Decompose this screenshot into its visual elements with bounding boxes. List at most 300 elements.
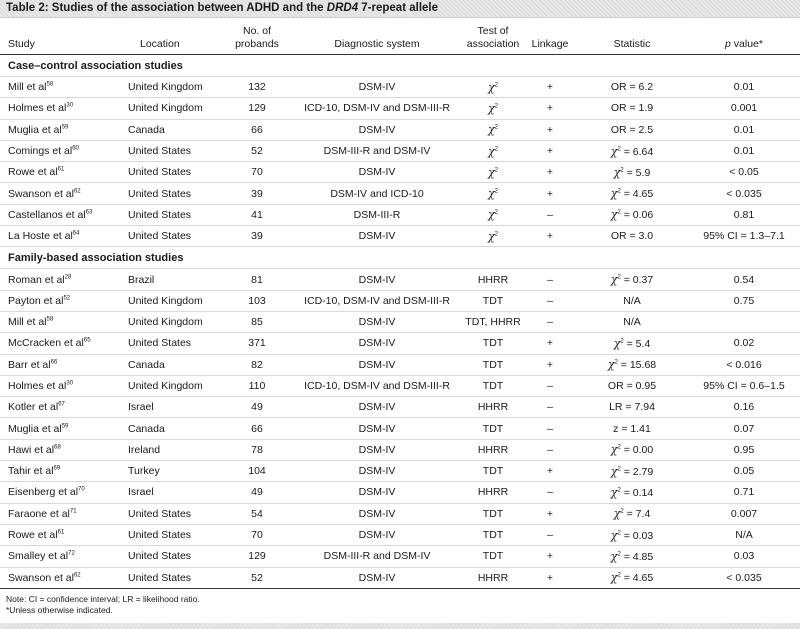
stat-value: = 7.4 xyxy=(623,508,651,521)
cell-linkage: – xyxy=(524,482,576,503)
header-pvalue-rest: value* xyxy=(730,38,763,50)
test-value: χ xyxy=(487,165,495,179)
cell-study xyxy=(0,311,118,332)
cell-diagnostic: DSM-IV xyxy=(292,311,462,332)
cell-location: United States xyxy=(118,524,222,545)
table-row xyxy=(0,461,800,482)
cell-location: United States xyxy=(118,140,222,161)
stat-sup: 2 xyxy=(617,146,621,153)
header-row xyxy=(0,18,800,55)
table-row xyxy=(0,140,800,161)
cell-location: United States xyxy=(118,162,222,183)
cell-probands: 70 xyxy=(222,524,292,545)
table-row xyxy=(0,354,800,375)
stat-chi: χ xyxy=(610,464,618,478)
study-ref: 70 xyxy=(78,486,85,493)
header-linkage: Linkage xyxy=(524,18,576,55)
cell-location: Canada xyxy=(118,119,222,140)
study-ref: 66 xyxy=(50,359,58,366)
cell-pvalue: 0.81 xyxy=(688,204,800,225)
cell-study xyxy=(0,503,118,524)
stat-chi: χ xyxy=(610,443,618,457)
test-value: TDT xyxy=(482,529,504,542)
cell-diagnostic: DSM-IV xyxy=(292,567,462,588)
cell-study xyxy=(0,333,118,354)
stat-chi: χ xyxy=(607,358,615,372)
stat-value: OR = 1.9 xyxy=(610,102,654,115)
study-ref: 62 xyxy=(73,188,81,195)
table-row xyxy=(0,226,800,247)
test-value: TDT xyxy=(482,294,504,307)
stat-chi: χ xyxy=(610,549,618,563)
cell-probands: 66 xyxy=(222,119,292,140)
cell-study xyxy=(0,567,118,588)
table-row xyxy=(0,418,800,439)
stat-sup: 2 xyxy=(614,359,618,366)
cell-linkage: + xyxy=(524,98,576,119)
stat-value: N/A xyxy=(623,316,641,329)
study-author: Mill et al xyxy=(8,81,47,94)
cell-probands: 129 xyxy=(222,546,292,567)
test-value: TDT xyxy=(482,358,504,371)
cell-study xyxy=(0,162,118,183)
cell-diagnostic: DSM-IV xyxy=(292,226,462,247)
stat-value: = 0.03 xyxy=(620,529,654,542)
cell-probands: 49 xyxy=(222,482,292,503)
study-author: Muglia et al xyxy=(8,422,62,435)
stat-value: OR = 2.5 xyxy=(610,123,654,136)
cell-pvalue: < 0.035 xyxy=(688,183,800,204)
cell-test xyxy=(462,77,524,98)
section-title: Family-based association studies xyxy=(0,247,800,269)
header-pvalue-p: p xyxy=(725,38,731,50)
cell-study xyxy=(0,546,118,567)
cell-probands: 52 xyxy=(222,140,292,161)
stat-value: N/A xyxy=(623,294,641,307)
table-row xyxy=(0,269,800,290)
test-value: TDT xyxy=(482,337,504,350)
table-row xyxy=(0,524,800,545)
cell-linkage: + xyxy=(524,77,576,98)
stat-value: OR = 3.0 xyxy=(610,230,654,243)
study-author: Comings et al xyxy=(8,145,73,158)
cell-probands: 41 xyxy=(222,204,292,225)
cell-statistic xyxy=(576,140,688,161)
cell-linkage: – xyxy=(524,524,576,545)
study-ref: 62 xyxy=(73,572,81,579)
cell-test xyxy=(462,290,524,311)
cell-pvalue: 0.01 xyxy=(688,140,800,161)
cell-probands: 66 xyxy=(222,418,292,439)
cell-diagnostic: DSM-IV xyxy=(292,524,462,545)
cell-statistic xyxy=(576,375,688,396)
cell-test xyxy=(462,226,524,247)
cell-linkage: + xyxy=(524,226,576,247)
test-sup: 2 xyxy=(494,124,498,131)
cell-probands: 39 xyxy=(222,226,292,247)
table-row xyxy=(0,567,800,588)
cell-location: United States xyxy=(118,333,222,354)
cell-location: United States xyxy=(118,503,222,524)
cell-diagnostic: DSM-IV xyxy=(292,503,462,524)
cell-diagnostic: DSM-IV xyxy=(292,269,462,290)
study-ref: 30 xyxy=(66,102,74,109)
header-probands-line1: No. of xyxy=(242,25,271,37)
title-text: Table 2: Studies of the association between ADHD and the xyxy=(6,2,327,14)
stat-chi: χ xyxy=(610,571,618,585)
cell-pvalue: 0.02 xyxy=(688,333,800,354)
cell-study xyxy=(0,290,118,311)
test-value: HHRR xyxy=(477,401,509,414)
association-table xyxy=(0,18,800,589)
cell-linkage: + xyxy=(524,354,576,375)
cell-diagnostic: DSM-IV xyxy=(292,439,462,460)
cell-location: Canada xyxy=(118,354,222,375)
header-probands xyxy=(222,18,292,55)
cell-statistic xyxy=(576,546,688,567)
study-ref: 59 xyxy=(61,423,69,430)
test-sup: 2 xyxy=(494,146,498,153)
test-sup: 2 xyxy=(494,103,498,110)
stat-chi: χ xyxy=(613,507,621,521)
cell-probands: 49 xyxy=(222,397,292,418)
cell-diagnostic: DSM-III-R and DSM-IV xyxy=(292,546,462,567)
cell-pvalue: 95% CI = 0.6–1.5 xyxy=(688,375,800,396)
cell-location: United Kingdom xyxy=(118,311,222,332)
header-diagnostic: Diagnostic system xyxy=(292,18,462,55)
cell-probands: 52 xyxy=(222,567,292,588)
cell-pvalue: 0.95 xyxy=(688,439,800,460)
cell-study xyxy=(0,354,118,375)
cell-test xyxy=(462,439,524,460)
test-value: TDT xyxy=(482,550,504,563)
study-ref: 68 xyxy=(54,444,61,451)
cell-study xyxy=(0,98,118,119)
table-row xyxy=(0,503,800,524)
cell-test xyxy=(462,162,524,183)
test-value: HHRR xyxy=(477,571,509,584)
table-row xyxy=(0,375,800,396)
cell-diagnostic: DSM-IV xyxy=(292,162,462,183)
test-value: TDT xyxy=(482,507,504,520)
cell-linkage: – xyxy=(524,311,576,332)
cell-statistic xyxy=(576,418,688,439)
test-value: χ xyxy=(487,123,495,137)
test-sup: 2 xyxy=(494,231,498,238)
cell-test xyxy=(462,333,524,354)
cell-test xyxy=(462,119,524,140)
stat-chi: χ xyxy=(610,273,618,287)
cell-pvalue: 0.07 xyxy=(688,418,800,439)
table-row xyxy=(0,546,800,567)
cell-location: United States xyxy=(118,226,222,247)
cell-location: Turkey xyxy=(118,461,222,482)
cell-location: United Kingdom xyxy=(118,98,222,119)
stat-value: OR = 6.2 xyxy=(610,81,654,94)
test-value: χ xyxy=(487,101,495,115)
table-notes xyxy=(0,589,800,616)
study-ref: 63 xyxy=(85,209,93,216)
cell-diagnostic: ICD-10, DSM-IV and DSM-III-R xyxy=(292,290,462,311)
cell-test xyxy=(462,140,524,161)
cell-diagnostic: DSM-IV xyxy=(292,119,462,140)
cell-diagnostic: DSM-IV xyxy=(292,397,462,418)
cell-study xyxy=(0,226,118,247)
cell-linkage: + xyxy=(524,567,576,588)
stat-chi: χ xyxy=(613,336,621,350)
study-author: Castellanos et al xyxy=(8,208,86,221)
stat-chi: χ xyxy=(610,485,618,499)
study-author: Rowe et al xyxy=(8,529,58,542)
cell-location: Canada xyxy=(118,418,222,439)
stat-sup: 2 xyxy=(617,487,621,494)
stat-sup: 2 xyxy=(617,274,621,281)
table-title xyxy=(0,0,800,18)
study-author: Muglia et al xyxy=(8,123,62,136)
cell-diagnostic: DSM-IV xyxy=(292,482,462,503)
test-value: χ xyxy=(487,80,495,94)
cell-study xyxy=(0,482,118,503)
cell-test xyxy=(462,98,524,119)
cell-pvalue: 0.05 xyxy=(688,461,800,482)
cell-study xyxy=(0,418,118,439)
cell-statistic xyxy=(576,204,688,225)
study-author: Holmes et al xyxy=(8,380,67,392)
cell-statistic xyxy=(576,290,688,311)
stat-value: = 0.37 xyxy=(620,274,654,287)
cell-test xyxy=(462,204,524,225)
stat-sup: 2 xyxy=(620,167,624,174)
cell-location: Israel xyxy=(118,482,222,503)
study-author: Holmes et al xyxy=(8,102,67,115)
cell-diagnostic: DSM-III-R and DSM-IV xyxy=(292,140,462,161)
cell-linkage: + xyxy=(524,140,576,161)
cell-location: United States xyxy=(118,546,222,567)
note-line: Note: CI = confidence interval; LR = likelihood ratio. xyxy=(6,593,200,604)
cell-probands: 85 xyxy=(222,311,292,332)
stat-value: = 4.65 xyxy=(620,188,654,201)
cell-statistic xyxy=(576,482,688,503)
cell-diagnostic: DSM-IV xyxy=(292,418,462,439)
cell-pvalue: 0.01 xyxy=(688,77,800,98)
cell-diagnostic: DSM-IV xyxy=(292,461,462,482)
cell-pvalue xyxy=(688,311,800,332)
cell-test xyxy=(462,461,524,482)
cell-probands: 39 xyxy=(222,183,292,204)
table-row xyxy=(0,162,800,183)
cell-linkage: – xyxy=(524,439,576,460)
cell-statistic xyxy=(576,439,688,460)
cell-probands: 54 xyxy=(222,503,292,524)
cell-test xyxy=(462,567,524,588)
study-ref: 61 xyxy=(57,166,65,173)
header-study: Study xyxy=(0,18,118,55)
table-row xyxy=(0,439,800,460)
cell-location: United Kingdom xyxy=(118,290,222,311)
study-ref: 64 xyxy=(72,230,80,237)
stat-chi: χ xyxy=(613,165,621,179)
study-author: Rowe et al xyxy=(8,166,58,179)
stat-sup: 2 xyxy=(617,530,621,537)
cell-statistic xyxy=(576,333,688,354)
cell-study xyxy=(0,397,118,418)
cell-statistic xyxy=(576,397,688,418)
study-ref: 52 xyxy=(63,295,71,302)
cell-statistic xyxy=(576,226,688,247)
cell-statistic xyxy=(576,162,688,183)
cell-study xyxy=(0,375,118,396)
cell-location: United States xyxy=(118,204,222,225)
test-sup: 2 xyxy=(494,82,498,89)
stat-value: LR = 7.94 xyxy=(609,401,655,414)
cell-location: United States xyxy=(118,567,222,588)
study-ref: 30 xyxy=(66,380,74,387)
study-author: Kotler et al xyxy=(8,401,59,414)
cell-diagnostic: DSM-IV and ICD-10 xyxy=(292,183,462,204)
cell-pvalue: 0.007 xyxy=(688,503,800,524)
cell-location: United Kingdom xyxy=(118,375,222,396)
test-value: χ xyxy=(487,229,495,243)
stat-sup: 2 xyxy=(620,508,624,515)
cell-location: United States xyxy=(118,183,222,204)
study-author: Smalley et al xyxy=(8,550,69,563)
study-author: Hawi et al xyxy=(8,443,55,456)
cell-diagnostic: DSM-III-R xyxy=(292,204,462,225)
cell-test xyxy=(462,418,524,439)
cell-study xyxy=(0,119,118,140)
title-gene: DRD4 xyxy=(326,2,359,14)
cell-test xyxy=(462,354,524,375)
cell-linkage: + xyxy=(524,461,576,482)
cell-pvalue: 0.54 xyxy=(688,269,800,290)
cell-test xyxy=(462,183,524,204)
header-pvalue xyxy=(688,18,800,55)
cell-pvalue: 0.01 xyxy=(688,119,800,140)
cell-linkage: – xyxy=(524,418,576,439)
cell-pvalue: 95% CI = 1.3–7.1 xyxy=(688,226,800,247)
cell-statistic xyxy=(576,524,688,545)
cell-test xyxy=(462,482,524,503)
stat-value: = 0.00 xyxy=(620,444,654,457)
study-author: Mill et al xyxy=(8,316,47,329)
table-header xyxy=(0,18,800,55)
cell-study xyxy=(0,524,118,545)
cell-probands: 371 xyxy=(222,333,292,354)
test-sup: 2 xyxy=(494,167,498,174)
header-location: Location xyxy=(118,18,222,55)
test-value: HHRR xyxy=(477,273,509,286)
study-author: Eisenberg et al xyxy=(8,486,79,499)
test-value: HHRR xyxy=(477,443,509,456)
stat-sup: 2 xyxy=(617,444,621,451)
cell-location: Ireland xyxy=(118,439,222,460)
test-value: TDT, HHRR xyxy=(465,316,521,329)
study-ref: 69 xyxy=(53,465,61,472)
stat-sup: 2 xyxy=(617,188,621,195)
stat-sup: 2 xyxy=(617,209,621,216)
stat-sup: 2 xyxy=(617,572,621,579)
cell-study xyxy=(0,269,118,290)
table-row xyxy=(0,333,800,354)
stat-chi: χ xyxy=(610,528,618,542)
cell-statistic xyxy=(576,269,688,290)
section-title: Case–control association studies xyxy=(0,55,800,77)
study-author: Tahir et al xyxy=(8,465,54,478)
cell-statistic xyxy=(576,119,688,140)
stat-value: z = 1.41 xyxy=(613,422,651,435)
study-author: McCracken et al xyxy=(8,337,84,350)
cell-probands: 129 xyxy=(222,98,292,119)
cell-diagnostic: ICD-10, DSM-IV and DSM-III-R xyxy=(292,98,462,119)
cell-pvalue: 0.16 xyxy=(688,397,800,418)
cell-diagnostic: DSM-IV xyxy=(292,77,462,98)
cell-linkage: + xyxy=(524,333,576,354)
study-author: Swanson et al xyxy=(8,571,74,584)
study-ref: 61 xyxy=(57,529,65,536)
cell-test xyxy=(462,546,524,567)
test-sup: 2 xyxy=(494,188,498,195)
cell-study xyxy=(0,461,118,482)
test-sup: 2 xyxy=(494,209,498,216)
cell-location: Israel xyxy=(118,397,222,418)
cell-test xyxy=(462,311,524,332)
study-ref: 65 xyxy=(83,337,91,344)
cell-linkage: + xyxy=(524,119,576,140)
cell-location: United Kingdom xyxy=(118,77,222,98)
cell-location: Brazil xyxy=(118,269,222,290)
test-value: χ xyxy=(487,208,495,222)
cell-probands: 81 xyxy=(222,269,292,290)
cell-pvalue: 0.001 xyxy=(688,98,800,119)
study-author: Roman et al xyxy=(8,273,65,286)
header-probands-line2: probands xyxy=(235,38,279,50)
cell-probands: 70 xyxy=(222,162,292,183)
table-row xyxy=(0,98,800,119)
note-footnote: *Unless otherwise indicated. xyxy=(6,604,113,615)
cell-pvalue: < 0.016 xyxy=(688,354,800,375)
bottom-border xyxy=(0,623,800,629)
header-statistic: Statistic xyxy=(576,18,688,55)
test-value: HHRR xyxy=(477,486,509,499)
stat-chi: χ xyxy=(610,144,618,158)
study-ref: 58 xyxy=(46,316,54,323)
cell-statistic xyxy=(576,77,688,98)
stat-chi: χ xyxy=(610,208,618,222)
table-row xyxy=(0,290,800,311)
study-author: La Hoste et al xyxy=(8,230,73,243)
section-row xyxy=(0,247,800,269)
table-row xyxy=(0,482,800,503)
cell-linkage: + xyxy=(524,162,576,183)
study-ref: 28 xyxy=(64,274,72,281)
cell-diagnostic: DSM-IV xyxy=(292,354,462,375)
test-value: χ xyxy=(487,187,495,201)
test-value: TDT xyxy=(482,465,504,478)
study-ref: 59 xyxy=(61,124,69,131)
cell-probands: 104 xyxy=(222,461,292,482)
stat-value: OR = 0.95 xyxy=(607,380,657,392)
table-row xyxy=(0,204,800,225)
study-ref: 71 xyxy=(69,508,77,515)
cell-pvalue: 0.71 xyxy=(688,482,800,503)
study-author: Barr et al xyxy=(8,358,51,371)
stat-value: = 4.85 xyxy=(620,550,654,563)
cell-probands: 78 xyxy=(222,439,292,460)
table-body xyxy=(0,55,800,589)
study-author: Faraone et al xyxy=(8,507,70,520)
table-row xyxy=(0,311,800,332)
cell-linkage: + xyxy=(524,546,576,567)
